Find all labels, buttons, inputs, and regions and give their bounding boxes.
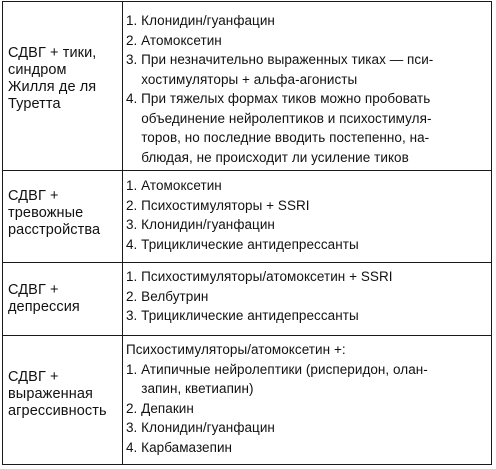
treatment-line: 2. Велбутрин bbox=[126, 288, 209, 304]
treatment-table bbox=[2, 1, 492, 465]
condition-line: СДВГ + bbox=[8, 282, 59, 298]
condition-cell bbox=[3, 2, 123, 171]
condition-line: СДВГ + bbox=[8, 188, 59, 204]
condition-cell bbox=[3, 336, 123, 465]
treatment-cell bbox=[123, 263, 492, 336]
condition-cell bbox=[3, 263, 123, 336]
condition-line: депрессия bbox=[8, 299, 80, 315]
condition-line: тревожные bbox=[8, 205, 84, 221]
treatment-line: блюдая, не происходит ли усиление тиков bbox=[126, 149, 409, 165]
treatment-line: 1. Атомоксетин bbox=[126, 178, 222, 193]
treatment-cell bbox=[123, 171, 492, 263]
treatment-line: торов, но последние вводить постепенно, на- bbox=[126, 130, 430, 145]
condition-line: синдром bbox=[8, 62, 67, 78]
condition-line: Жилля де ля bbox=[8, 79, 97, 95]
condition-line: расстройства bbox=[8, 222, 101, 238]
treatment-line: 2. Атомоксетин bbox=[126, 32, 222, 48]
treatment-line: 4. Карбамазепин bbox=[126, 439, 233, 455]
treatment-line: 3. Клонидин/гуанфацин bbox=[126, 420, 275, 435]
treatment-line: Психостимуляторы/атомоксетин +: bbox=[126, 342, 346, 357]
condition-line: агрессивность bbox=[8, 403, 107, 419]
condition-line: Туретта bbox=[8, 96, 61, 112]
treatment-cell bbox=[123, 336, 492, 465]
condition-line: выраженная bbox=[8, 386, 93, 402]
treatment-line: 2. Депакин bbox=[126, 400, 194, 416]
treatment-line: 1. Клонидин/гуанфацин bbox=[126, 13, 275, 28]
treatment-line: 3. Трициклические антидепрессанты bbox=[126, 308, 359, 323]
treatment-line: хостимуляторы + альфа-агонисты bbox=[126, 71, 358, 87]
table-row bbox=[3, 336, 492, 465]
treatment-line: объединение нейролептиков и психостимуля- bbox=[126, 110, 432, 126]
condition-cell bbox=[3, 171, 123, 263]
table-row bbox=[3, 171, 492, 263]
treatment-line: 4. Трициклические антидепрессанты bbox=[126, 236, 359, 252]
treatment-cell bbox=[123, 2, 492, 171]
table-row bbox=[3, 2, 492, 171]
treatment-line: 2. Психостимуляторы + SSRI bbox=[126, 197, 310, 213]
treatment-line: 3. При незначительно выраженных тиках — пси- bbox=[126, 52, 434, 67]
treatment-line: 3. Клонидин/гуанфацин bbox=[126, 217, 275, 232]
treatment-line: 1. Атипичные нейролептики (рисперидон, олан- bbox=[126, 361, 428, 377]
treatment-line: запин, кветиапин) bbox=[126, 381, 254, 396]
condition-line: СДВГ + тики, bbox=[8, 45, 97, 61]
condition-line: СДВГ + bbox=[8, 369, 59, 385]
treatment-line: 1. Психостимуляторы/атомоксетин + SSRI bbox=[126, 269, 393, 284]
treatment-line: 4. При тяжелых формах тиков можно пробовать bbox=[126, 91, 431, 106]
table-row bbox=[3, 263, 492, 336]
